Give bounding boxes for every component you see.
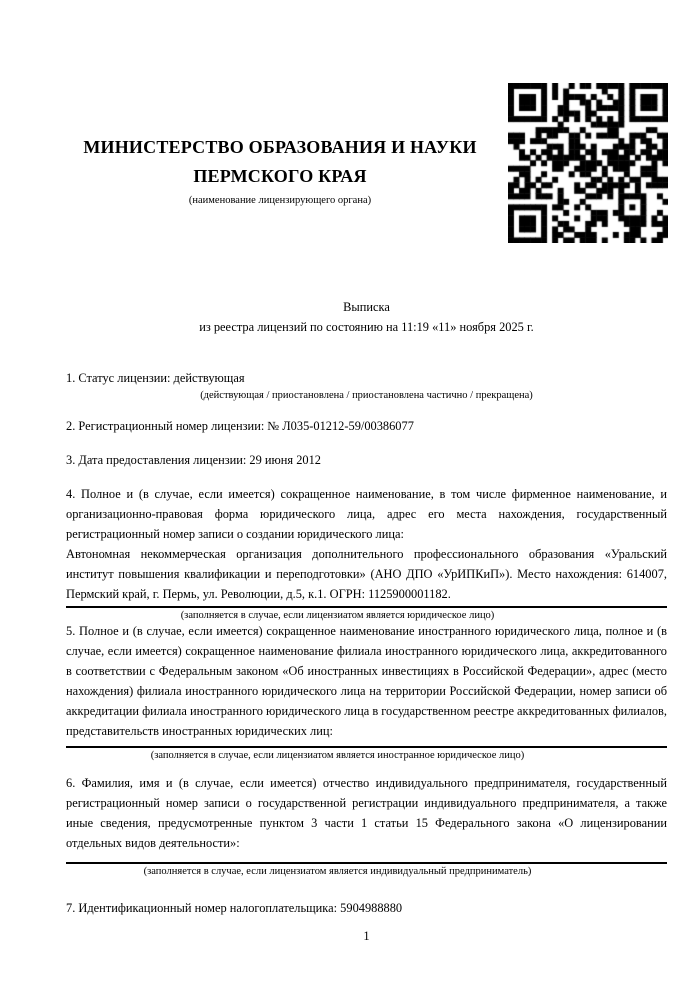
legal-entity-caption: (заполняется в случае, если лицензиатом является юридическое лицо) xyxy=(180,610,495,621)
taxpayer-id-text: 7. Идентификационный номер налогоплательщика: 5904988880 xyxy=(66,901,403,915)
foreign-entity-label: 5. Полное и (в случае, если имеется) сокращенное наименование иностранного юридического лица, полное и (в случае, если имеется) сокращенное наименование филиала иностранного юридического лица, аккредитованного в соответствии с Федеральным законом «Об иностранных инвестициях в Российской Федерации», адрес (место нахождения) филиала иностранного юридического лица на территории Российской Федерации, номер записи об аккредитации филиала иностранного юридического лица в государственном реестре аккредитованных филиалов, представительств иностранных юридических лиц: xyxy=(66,624,667,738)
registration-number-section xyxy=(66,416,667,436)
entrepreneur-caption: (заполняется в случае, если лицензиатом является индивидуальный предприниматель) xyxy=(143,866,532,877)
document-title-line2: из реестра лицензий по состоянию на 11:19 «11» ноября 2025 г. xyxy=(199,320,534,334)
qr-code xyxy=(508,83,668,243)
legal-entity-label: 4. Полное и (в случае, если имеется) сокращенное наименование, в том числе фирменное наименование, и организационно-правовая форма юридического лица, адрес его места нахождения, государственный регистрационный номер записи о создании юридического лица: xyxy=(66,487,667,541)
foreign-entity-caption: (заполняется в случае, если лицензиатом является иностранное юридическое лицо) xyxy=(150,750,525,761)
entrepreneur-section xyxy=(66,773,667,878)
license-status-caption: (действующая / приостановлена / приостановлена частично / прекращена) xyxy=(200,390,533,401)
foreign-entity-section xyxy=(66,621,667,762)
page-number: 1 xyxy=(363,929,370,943)
grant-date-section xyxy=(66,450,667,470)
document-title-line1: Выписка xyxy=(343,300,390,314)
ministry-name-line1: МИНИСТЕРСТВО ОБРАЗОВАНИЯ И НАУКИ xyxy=(83,137,477,157)
grant-date-text: 3. Дата предоставления лицензии: 29 июня 2012 xyxy=(66,453,322,467)
entrepreneur-label: 6. Фамилия, имя и (в случае, если имеется) отчество индивидуального предпринимателя, государственный регистрационный номер записи о государственной регистрации индивидуального предпринимателя, а также иные сведения, предусмотренные пунктом 3 части 1 статьи 15 Федерального закона «О лицензировании отдельных видов деятельности»: xyxy=(66,776,667,850)
legal-entity-value: Автономная некоммерческая организация дополнительного профессионального образования «Уральский институт повышения квалификации и переподготовки» (АНО ДПО «УрИПКиП»). Место нахождения: 614007, Пермский край, г. Пермь, ул. Революции, д.5, к.1. ОГРН: 1125900001182. xyxy=(66,547,667,601)
legal-entity-underline xyxy=(66,606,667,608)
license-status-text: 1. Статус лицензии: действующая xyxy=(66,371,245,385)
licensing-authority-caption: (наименование лицензирующего органа) xyxy=(188,195,372,206)
registration-number-text: 2. Регистрационный номер лицензии: № Л035-01212-59/00386077 xyxy=(66,419,414,433)
taxpayer-id-section xyxy=(66,898,667,918)
ministry-name-line2: ПЕРМСКОГО КРАЯ xyxy=(193,166,367,186)
license-status-section xyxy=(66,368,667,402)
licensing-authority-header xyxy=(66,133,494,207)
foreign-entity-underline xyxy=(66,746,667,748)
legal-entity-section xyxy=(66,484,667,622)
entrepreneur-underline xyxy=(66,862,667,864)
document-title xyxy=(66,297,667,337)
